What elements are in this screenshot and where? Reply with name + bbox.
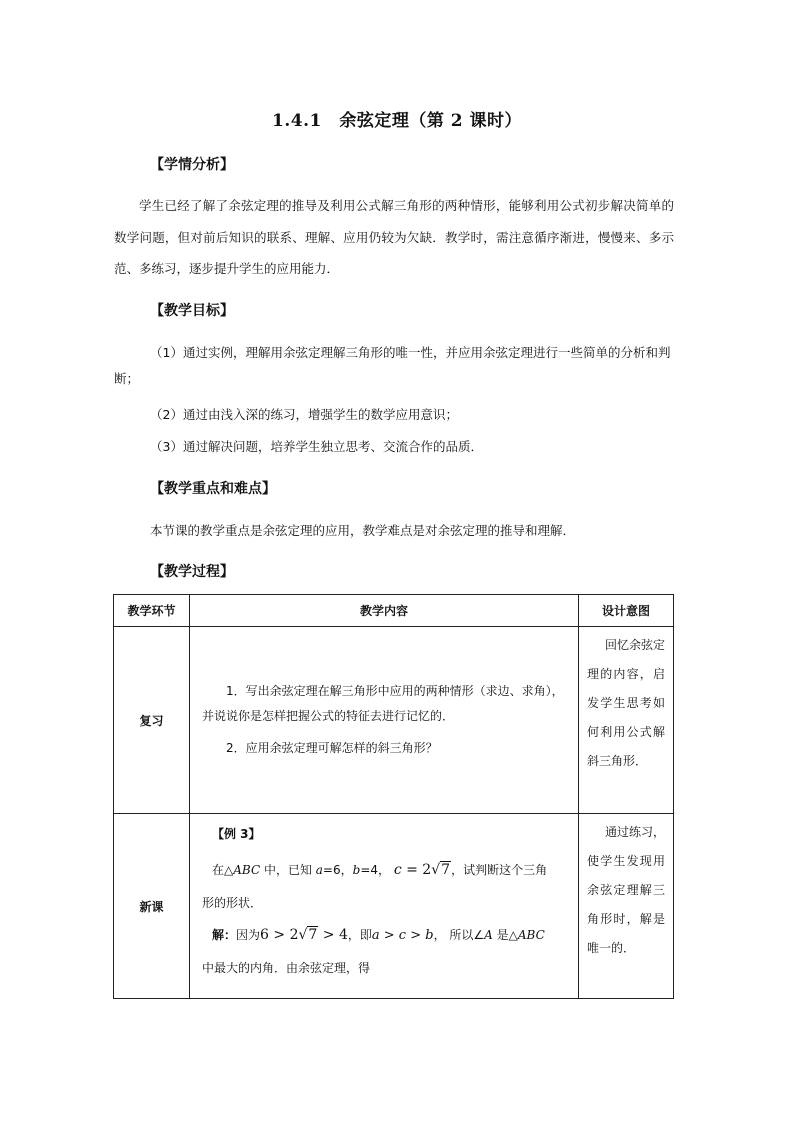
solution-text: 是△ [492,928,518,942]
intent-new-lesson [579,814,674,999]
section-heading-key-points: 【教学重点和难点】 [150,481,276,497]
solution-text: ， 所以∠ [433,928,485,942]
solution-line-cont: 中最大的内角．由余弦定理，得 [202,961,371,975]
example-text: 在△ [212,863,234,877]
table-header-row [114,595,674,627]
example-text: =6， [322,863,353,877]
sqrt-symbol: √7 [298,927,318,943]
review-question-1: 1．写出余弦定理在解三角形中应用的两种情形（求边、求角），并说说你是怎样把握公式的特征去进行记忆的． [202,684,564,723]
header-stage: 教学环节 [114,595,190,627]
stage-new-lesson: 新课 [114,814,190,999]
math-b: b [352,863,361,877]
example-text: 中，已知 [260,863,316,877]
solution-line [202,918,568,953]
math-equation: = 2 [401,862,432,878]
solution-label: 解： [212,928,237,942]
math-inequality: > 4 [318,927,348,943]
content-review [190,627,579,814]
example-statement-cont: 形的形状． [202,896,263,910]
key-points-paragraph: 本节课的教学重点是余弦定理的应用，教学难点是对余弦定理的推导和理解． [150,523,576,538]
teaching-process-table [113,594,674,999]
math-a: a [315,863,323,877]
example-text: =4， [360,863,394,877]
goal-item-3: （3）通过解决问题，培养学生独立思考、交流合作的品质． [150,439,483,454]
math-inequality: 6 > 2 [260,927,299,943]
section-heading-process: 【教学过程】 [150,564,234,580]
intent-review [579,627,674,814]
review-question-2: 2．应用余弦定理可解怎样的斜三角形？ [226,741,438,755]
header-intent: 设计意图 [579,595,674,627]
content-new-lesson [190,814,579,999]
sqrt-radicand: 7 [308,927,318,943]
goal-item-1: （1）通过实例，理解用余弦定理解三角形的唯一性，并应用余弦定理进行一些简单的分析和判断； [114,345,671,386]
math-abc: ABC [233,863,261,877]
stage-review: 复习 [114,627,190,814]
intent-review-text: 回忆余弦定理的内容，启发学生思考如何利用公式解斜三角形． [587,638,666,768]
section-heading-goals: 【教学目标】 [150,303,234,319]
example-statement [202,853,568,888]
intent-new-lesson-text: 通过练习，使学生发现用余弦定理解三角形时，解是唯一的． [587,825,666,955]
header-content: 教学内容 [190,595,579,627]
solution-text: 因为 [236,928,261,942]
solution-text: ，即 [347,928,372,942]
section-heading-analysis: 【学情分析】 [150,157,234,173]
example-title: 【例 3】 [212,827,261,841]
page-title: 1.4.1 余弦定理（第 2 课时） [272,111,522,131]
math-c: c [393,862,402,878]
goal-item-2: （2）通过由浅入深的练习，增强学生的数学应用意识； [150,407,458,422]
sqrt-radicand: 7 [441,862,451,878]
math-abc: ABC [517,928,545,942]
sqrt-symbol: √7 [431,862,451,878]
analysis-paragraph: 学生已经了解了余弦定理的推导及利用公式解三角形的两种情形，能够利用公式初步解决简单的数学问题，但对前后知识的联系、理解、应用仍较为欠缺．教学时，需注意循序渐进，慢慢来、多示范、多练习，逐步提升学生的应用能力． [114,198,674,276]
example-text: ，试判断这个三角 [451,863,548,877]
table-row [114,814,674,999]
math-angle: A [484,928,493,942]
math-order: a > c > b [371,928,434,943]
table-row [114,627,674,814]
